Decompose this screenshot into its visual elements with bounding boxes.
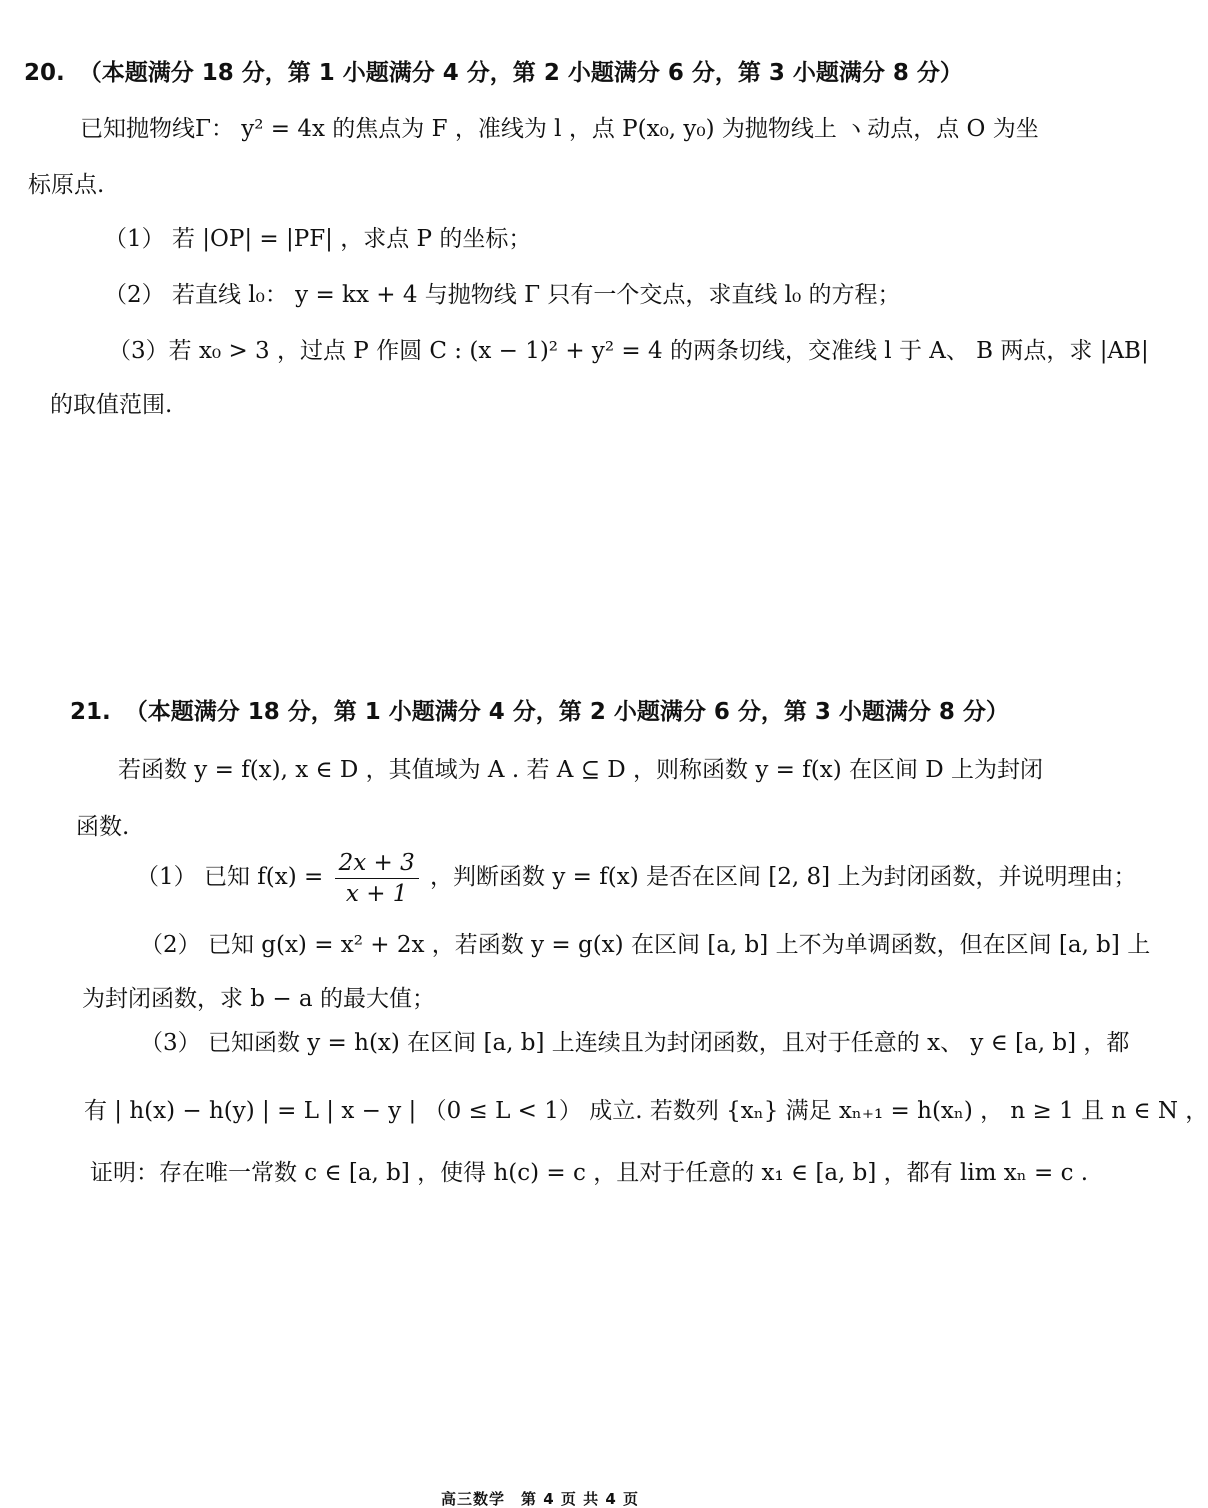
q20-header-line: [24, 58, 963, 88]
fraction-numerator: 2x + 3: [335, 848, 419, 879]
q21-header-line: [70, 697, 1009, 727]
q21-part1-prefix: （1） 已知 f(x) =: [136, 864, 324, 890]
q21-intro-line1: 若函数 y = f(x), x ∈ D ，其值域为 A . 若 A ⊆ D ，则称函数 y = f(x) 在区间 D 上为封闭: [118, 757, 1044, 783]
q21-part3-line1: （3） 已知函数 y = h(x) 在区间 [a, b] 上连续且为封闭函数，且对于任意的 x、 y ∈ [a, b] ，都: [140, 1030, 1130, 1056]
q21-header: （本题满分 18 分，第 1 小题满分 4 分，第 2 小题满分 6 分，第 3 小题满分 8 分）: [124, 699, 1009, 725]
page-footer: 高三数学 第 4 页 共 4 页: [441, 1490, 639, 1508]
q21-part1: [136, 846, 1136, 909]
fraction-denominator: x + 1: [345, 880, 408, 907]
q20-part2: （2） 若直线 l₀： y = kx + 4 与抛物线 Γ 只有一个交点，求直线 l₀ 的方程；: [104, 282, 901, 308]
q20-part3-line1: （3）若 x₀ > 3 ，过点 P 作圆 C : (x − 1)² + y² = 4 的两条切线，交准线 l 于 A、 B 两点，求 |AB|: [108, 338, 1149, 364]
q20-intro-line2: 标原点.: [28, 172, 105, 198]
q21-part2-line1: （2） 已知 g(x) = x² + 2x ，若函数 y = g(x) 在区间 [a, b] 上不为单调函数，但在区间 [a, b] 上: [140, 932, 1151, 958]
q21-part2-line2: 为封闭函数，求 b − a 的最大值；: [82, 986, 435, 1012]
q20-part1: （1） 若 |OP| = |PF| ，求点 P 的坐标；: [104, 226, 532, 252]
q21-number: 21.: [70, 699, 111, 725]
fraction: [335, 848, 419, 909]
q21-part1-suffix: ，判断函数 y = f(x) 是否在区间 [2, 8] 上为封闭函数，并说明理由；: [430, 864, 1137, 890]
q20-part3-line2: 的取值范围.: [50, 392, 173, 418]
q20-intro-line1: 已知抛物线Γ： y² = 4x 的焦点为 F ，准线为 l ，点 P(x₀, y₀) 为抛物线上 ヽ动点，点 O 为坐: [80, 116, 1039, 142]
q21-intro-line2: 函数.: [76, 814, 130, 840]
q20-number: 20.: [24, 60, 65, 86]
q21-part3-line3: 证明：存在唯一常数 c ∈ [a, b] ，使得 h(c) = c ，且对于任意的 x₁ ∈ [a, b] ，都有 lim xₙ = c .: [90, 1160, 1089, 1186]
q20-header: （本题满分 18 分，第 1 小题满分 4 分，第 2 小题满分 6 分，第 3 小题满分 8 分）: [78, 60, 963, 86]
q21-part3-line2: 有 | h(x) − h(y) | = L | x − y | （0 ≤ L < 1） 成立. 若数列 {xₙ} 满足 xₙ₊₁ = h(xₙ) ， n ≥ 1 且 n ∈ N ，: [84, 1098, 1208, 1124]
